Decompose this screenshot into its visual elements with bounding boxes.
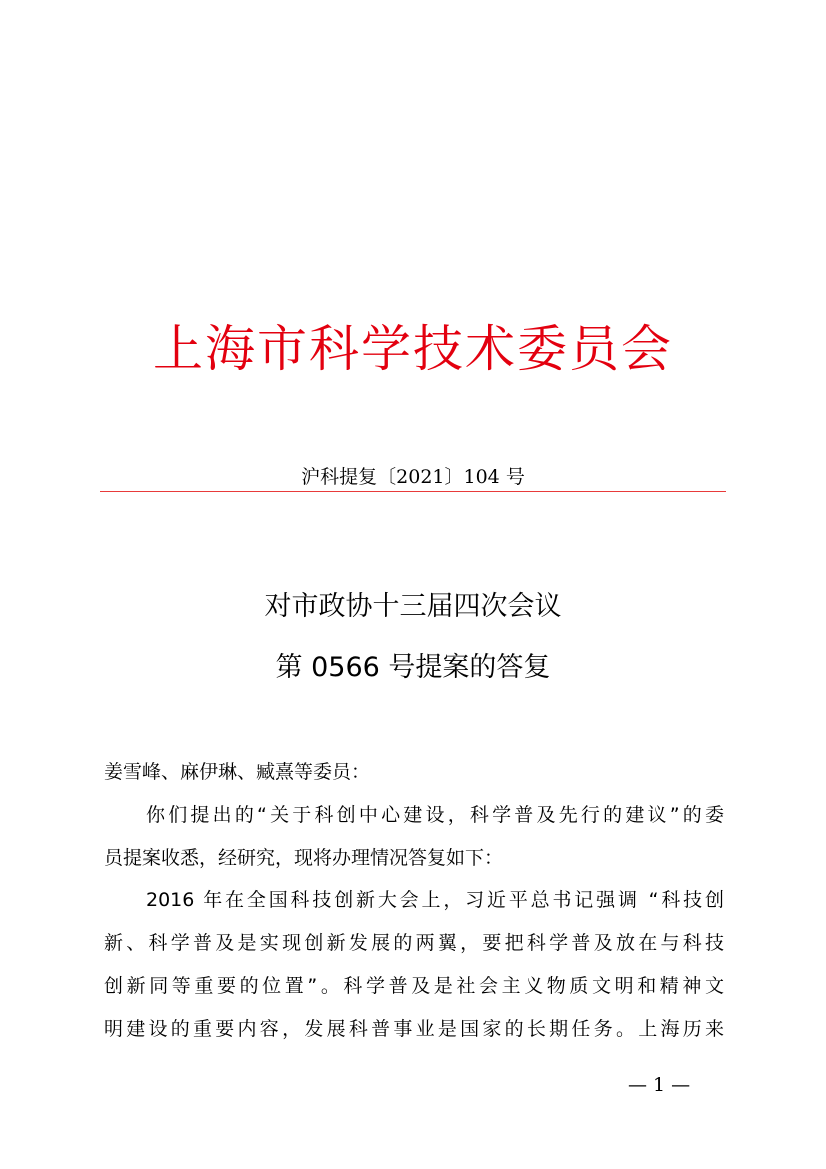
document-title-line-1: 对市政协十三届四次会议 — [264, 591, 562, 622]
red-separator-line — [100, 491, 726, 492]
body-line: 创新同等重要的位置”。科学普及是社会主义物质文明和精神文 — [104, 975, 724, 997]
body-line: 员提案收悉，经研究，现将办理情况答复如下： — [104, 847, 504, 869]
document-title-line-2: 第 0566 号提案的答复 — [275, 652, 551, 683]
page-number: — 1 — — [628, 1074, 691, 1096]
body-line: 你们提出的“关于科创中心建设，科学普及先行的建议”的委 — [146, 804, 724, 826]
salutation: 姜雪峰、麻伊琳、臧熹等委员： — [104, 761, 371, 783]
body-line: 新、科学普及是实现创新发展的两翼，要把科学普及放在与科技 — [104, 932, 724, 954]
document-number: 沪科提复〔2021〕104 号 — [301, 466, 525, 488]
body-line: 明建设的重要内容，发展科普事业是国家的长期任务。上海历来 — [104, 1018, 724, 1040]
body-line: 2016 年在全国科技创新大会上，习近平总书记强调 “科技创 — [146, 889, 724, 911]
organization-title: 上海市科学技术委员会 — [153, 320, 673, 378]
